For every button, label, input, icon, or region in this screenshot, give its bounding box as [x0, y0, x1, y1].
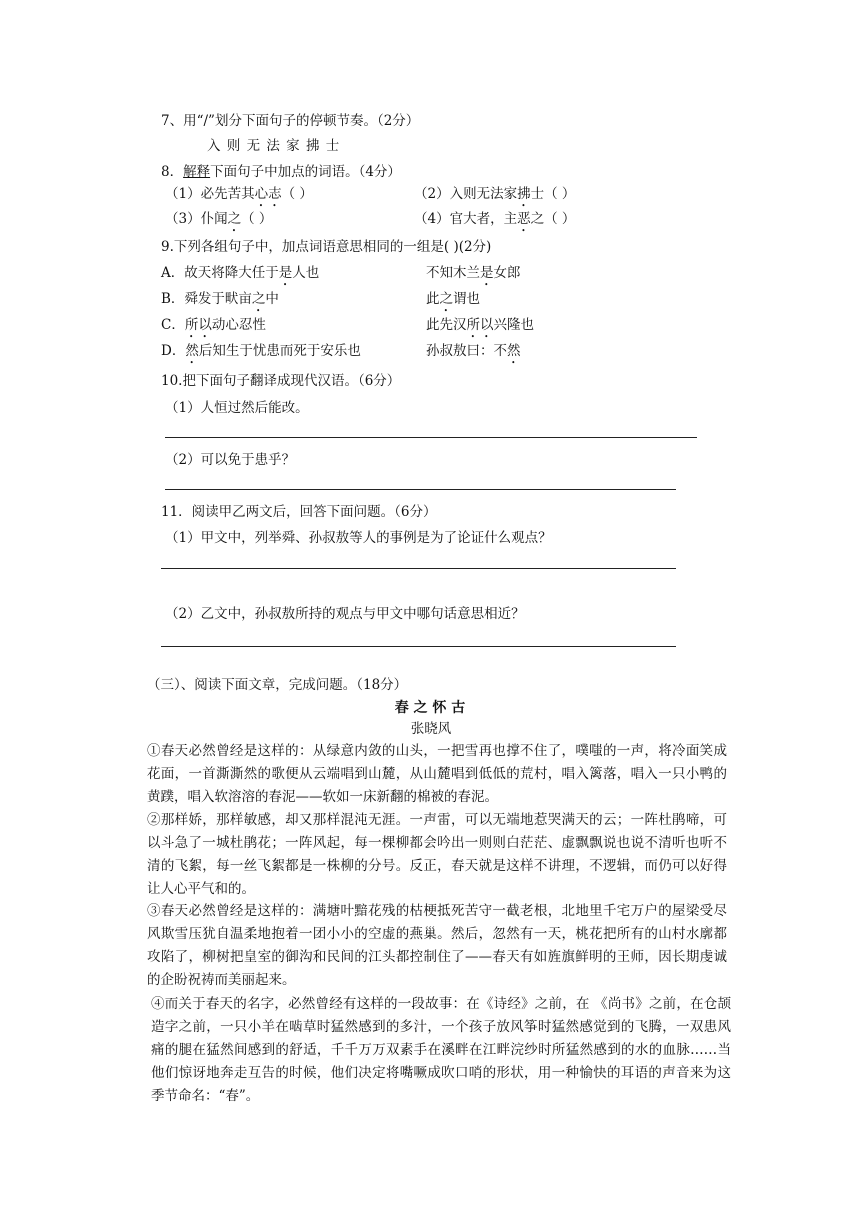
q9-option-c-left: C．所以动心忍性	[161, 317, 266, 333]
q8-item-2: （2）入则无法家拂士（ ）	[414, 186, 576, 202]
q10-answer-line-1[interactable]	[165, 437, 697, 438]
q7-title: 7、用“/”划分下面句子的停顿节奏。（2分）	[161, 113, 420, 129]
q8-item-4: （4）官大者，主恶之（ ）	[414, 211, 576, 227]
q7-sentence: 入 则 无 法 家 拂 士	[207, 138, 341, 154]
q10-item-2: （2）可以免于患乎？	[165, 452, 296, 468]
q11-answer-line-1[interactable]	[161, 568, 676, 569]
q9-option-d-left: D．然后知生于忧患而死于安乐也	[161, 343, 361, 359]
q11-title: 11．阅读甲乙两文后，回答下面问题。（6分）	[161, 504, 437, 520]
essay-author: 张晓风	[410, 721, 452, 737]
q8-item-1: （1）必先苦其心志（ ）	[165, 186, 313, 202]
q10-title: 10.把下面句子翻译成现代汉语。（6分）	[161, 373, 401, 389]
q9-title: 9.下列各组句子中，加点词语意思相同的一组是( )(2分)	[161, 239, 492, 255]
paragraph-4: ④而关于春天的名字，必然曾经有这样的一段故事：在《诗经》之前，在 《尚书》之前，在仓颉造字之前，一只小羊在啮草时猛然感到的多汁，一个孩子放风筝时猛然感觉到的飞腾，一双患风痛的腿在猛然间感到的舒适，千千万万双素手在溪畔在江畔浣纱时所猛然感到的水的血脉……当他们惊讶地奔走互告的时候，他们决定将嘴噘成吹口哨的形状，用一种愉快的耳语的声音来为这季节命名：“春”。	[151, 996, 731, 1104]
q10-item-1: （1）人恒过然后能改。	[165, 400, 309, 416]
paragraph-2: ②那样娇，那样敏感，却又那样混沌无涯。一声雷，可以无端地惹哭满天的云；一阵杜鹃啼，可以斗急了一城杜鹃花；一阵风起，每一棵柳都会吟出一则则白茫茫、虚飘飘说也说不清听也听不清的飞絮，每一丝飞絮都是一株柳的分号。反正，春天就是这样不讲理，不逻辑，而仍可以好得让人心平气和的。	[147, 812, 727, 897]
q11-item-2: （2）乙文中，孙叔敖所持的观点与甲文中哪句话意思相近？	[165, 606, 525, 622]
q9-option-d-right: 孙叔敖曰：不然	[426, 343, 521, 359]
paragraph-1: ①春天必然曾经是这样的：从绿意内敛的山头，一把雪再也撑不住了，噗嗤的一声，将冷面笑成花面，一首澌澌然的歌便从云端唱到山麓，从山麓唱到低低的荒村，唱入篱落，唱入一只小鸭的黄蹼，唱入软溶溶的春泥——软如一床新翻的棉被的春泥。	[147, 743, 727, 805]
q9-option-b-right: 此之谓也	[426, 291, 480, 307]
q11-item-1: （1）甲文中，列举舜、孙叔敖等人的事例是为了论证什么观点？	[165, 530, 552, 546]
q9-option-c-right: 此先汉所以兴隆也	[426, 317, 534, 333]
q9-option-b-left: B．舜发于畎亩之中	[161, 291, 279, 307]
q9-option-a-left: A．故天将降大任于是人也	[161, 265, 320, 281]
q8-title: 8．解释下面句子中加点的词语。（4分）	[161, 164, 401, 180]
paragraph-3: ③春天必然曾经是这样的：满塘叶黯花残的枯梗抵死苦守一截老根，北地里千宅万户的屋梁受尽风欺雪压犹自温柔地抱着一团小小的空虚的燕巢。然后，忽然有一天，桃花把所有的山村水廓都攻陷了，柳树把皇室的御沟和民间的江头都控制住了——春天有如旌旗鲜明的王师，因长期虔诚的企盼祝祷而美丽起来。	[147, 903, 727, 988]
q10-answer-line-2[interactable]	[165, 489, 676, 490]
section-heading: （三）、阅读下面文章，完成问题。（18分）	[147, 677, 408, 693]
q8-keyword: 解释	[183, 164, 211, 180]
q9-option-a-right: 不知木兰是女郎	[426, 265, 521, 281]
essay-title: 春 之 怀 古	[394, 700, 466, 716]
q8-item-3: （3）仆闻之（ ）	[165, 211, 273, 227]
q11-answer-line-2[interactable]	[161, 646, 676, 647]
